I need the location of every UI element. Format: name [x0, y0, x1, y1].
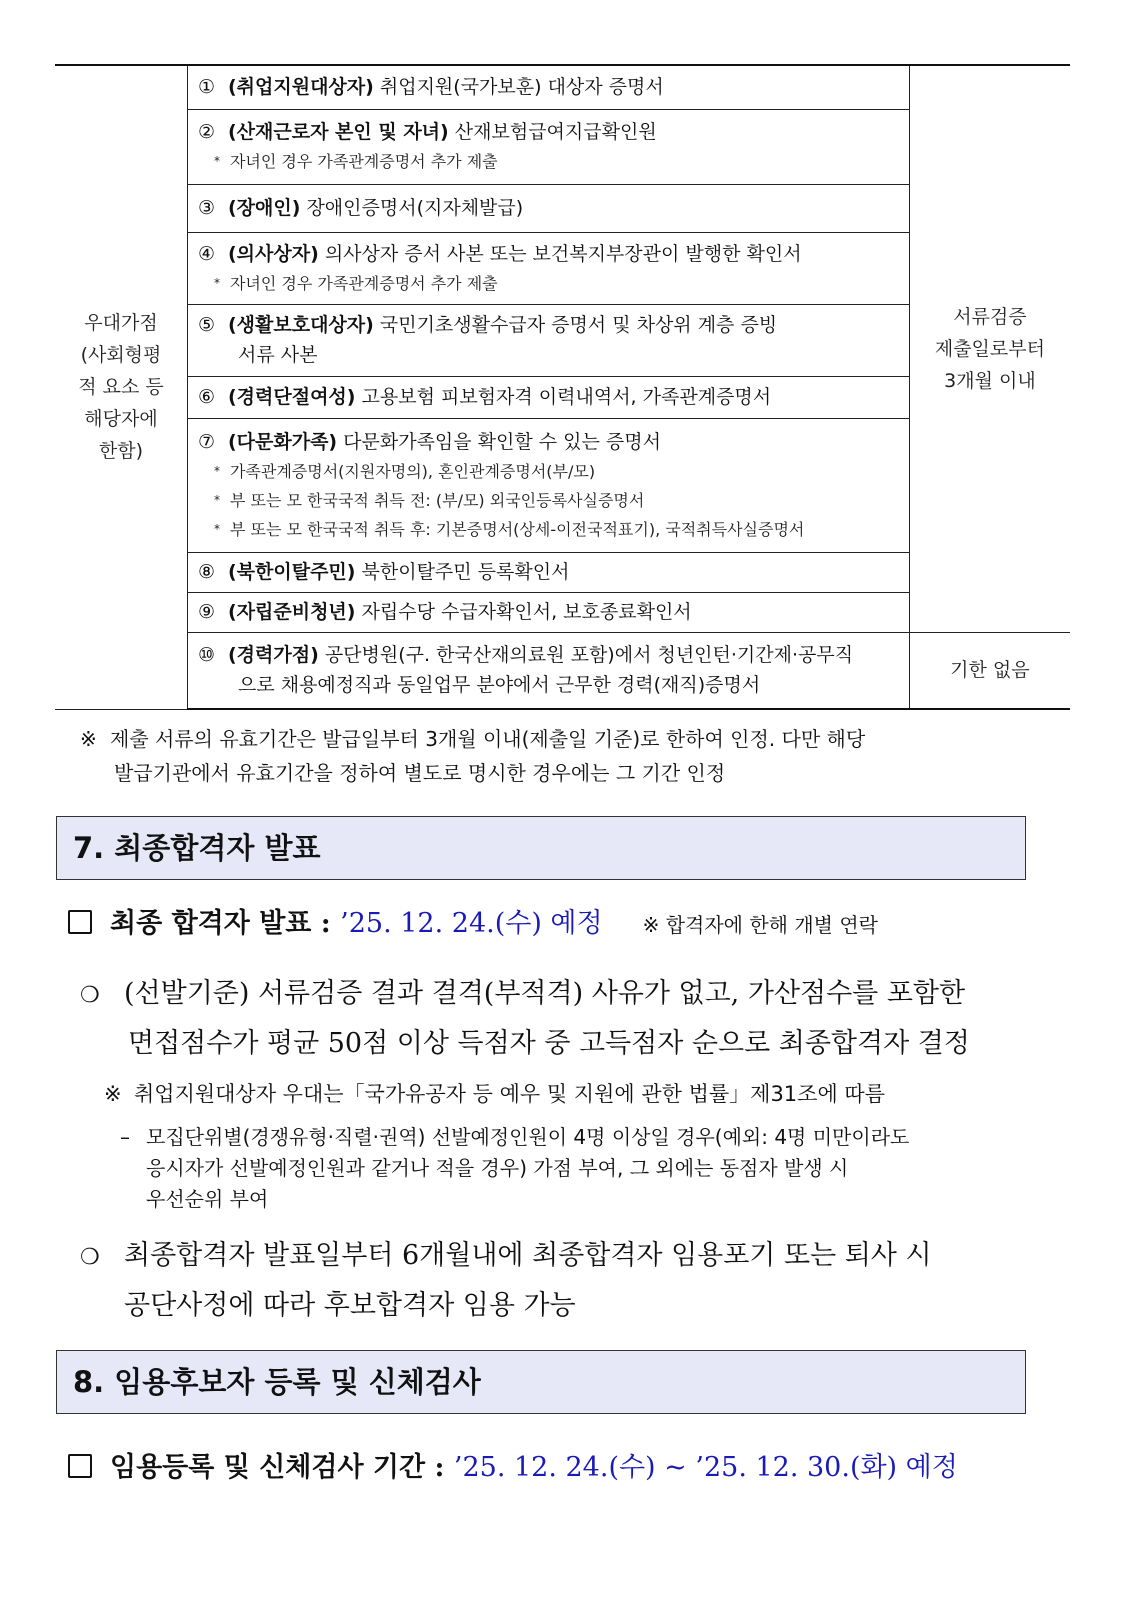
period-label: 임용등록 및 신체검사 기간 :: [110, 1452, 454, 1483]
row-number: ⑧: [197, 561, 216, 583]
validity-line: 제출일로부터: [934, 337, 1045, 360]
subnote-text: 가족관계증명서(지원자명의), 혼인관계증명서(부/모): [229, 461, 596, 481]
validity-note: [80, 722, 1030, 790]
category-line: (사회형평: [80, 344, 162, 367]
circle-bullet-icon: ❍: [80, 1245, 100, 1270]
note-mark: ※: [104, 1082, 122, 1106]
validity-line: 서류검증: [953, 305, 1027, 328]
law-note-text: 취업지원대상자 우대는「국가유공자 등 예우 및 지원에 관한 법률」제31조에 따름: [134, 1082, 885, 1106]
announcement-line: [68, 904, 878, 945]
row-continuation: 으로 채용예정직과 동일업무 분야에서 근무한 경력(재직)증명서: [237, 674, 761, 697]
star-marker: *: [213, 275, 220, 290]
validity-cell: [909, 65, 1070, 632]
row-category: (자립준비청년): [227, 601, 356, 623]
document-row: [187, 65, 909, 109]
checkbox-icon: [68, 910, 92, 934]
subnote-text: 자녀인 경우 가족관계증명서 추가 제출: [229, 273, 498, 293]
row-text: 다문화가족임을 확인할 수 있는 증명서: [343, 430, 661, 453]
announcement-note: ※ 합격자에 한해 개별 연락: [642, 913, 878, 937]
row-category: (경력가점): [227, 644, 319, 667]
row-category: (다문화가족): [227, 430, 338, 453]
row-subnote: [198, 486, 901, 515]
category-line: 해당자에: [84, 408, 158, 431]
row-number: ③: [197, 197, 216, 219]
document-row: [187, 376, 909, 418]
row-text: 북한이탈주민 등록확인서: [361, 561, 570, 583]
announcement-label: 최종 합격자 발표 :: [110, 908, 341, 939]
row-number: ⑥: [197, 386, 216, 408]
section-heading: 8. 임용후보자 등록 및 신체검사: [56, 1350, 1026, 1414]
note-text: 발급기관에서 유효기간을 정하여 별도로 명시한 경우에는 그 기간 인정: [114, 761, 726, 785]
row-category: (산재근로자 본인 및 자녀): [227, 121, 449, 143]
row-text: 취업지원(국가보훈) 대상자 증명서: [379, 76, 664, 99]
reserve-paragraph: [80, 1232, 1028, 1330]
row-text: 국민기초생활수급자 증명서 및 차상위 계층 증빙: [379, 314, 778, 336]
validity-line: 3개월 이내: [944, 369, 1036, 392]
row-text: 장애인증명서(지자체발급): [306, 197, 524, 219]
document-row: [187, 552, 909, 592]
category-line: 우대가점: [84, 312, 158, 335]
document-row: [187, 592, 909, 632]
row-continuation: 서류 사본: [237, 344, 318, 366]
criteria-text: 면접점수가 평균 50점 이상 득점자 중 고득점자 순으로 최종합격자 결정: [128, 1028, 970, 1059]
document-row: [187, 232, 909, 304]
criteria-paragraph: [80, 970, 1028, 1068]
section-heading: 7. 최종합격자 발표: [56, 816, 1026, 880]
row-subnote: [198, 457, 901, 486]
row-category: (북한이탈주민): [227, 561, 356, 583]
period-date: ’25. 12. 24.(수) ~ ’25. 12. 30.(화) 예정: [453, 1452, 958, 1483]
subnote-text: 자녀인 경우 가족관계증명서 추가 제출: [229, 152, 498, 171]
criteria-text: (선발기준) 서류검증 결과 결격(부적격) 사유가 없고, 가산점수를 포함한: [124, 978, 966, 1009]
category-line: 적 요소 등: [78, 376, 164, 399]
note-mark: ※: [80, 727, 97, 751]
reserve-text: 공단사정에 따라 후보합격자 임용 가능: [124, 1290, 576, 1321]
row-text: 산재보험급여지급확인원: [454, 121, 657, 143]
star-marker: *: [213, 492, 220, 507]
rule-text: 우선순위 부여: [146, 1187, 269, 1211]
validity-cell: 기한 없음: [909, 632, 1070, 709]
row-text: 고용보험 피보험자격 이력내역서, 가족관계증명서: [361, 386, 772, 408]
rule-text: 응시자가 선발예정인원과 같거나 적을 경우) 가점 부여, 그 외에는 동점자 발생 시: [146, 1156, 849, 1180]
row-number: ⑨: [197, 601, 216, 623]
reserve-text: 최종합격자 발표일부터 6개월내에 최종합격자 임용포기 또는 퇴사 시: [124, 1240, 932, 1271]
required-documents-table: [55, 64, 1070, 710]
note-text: 제출 서류의 유효기간은 발급일부터 3개월 이내(제출일 기준)로 한하여 인정. 다만 해당: [110, 727, 866, 751]
star-marker: *: [213, 463, 220, 478]
row-text: 공단병원(구. 한국산재의료원 포함)에서 청년인턴·기간제·공무직: [324, 644, 854, 667]
row-subnote: [198, 147, 901, 176]
star-marker: *: [213, 521, 220, 536]
document-row: [187, 184, 909, 232]
document-row: [187, 632, 909, 709]
document-row: [187, 304, 909, 376]
row-subnote: [198, 515, 901, 544]
subnote-text: 부 또는 모 한국국적 취득 전: (부/모) 외국인등록사실증명서: [229, 490, 645, 510]
subnote-text: 부 또는 모 한국국적 취득 후: 기본증명서(상세-이전국적표기), 국적취득사실증명서: [229, 519, 805, 539]
row-subnote: [198, 269, 901, 298]
rule-text: 모집단위별(경쟁유형·직렬·권역) 선발예정인원이 4명 이상일 경우(예외: 4명 미만이라도: [146, 1125, 910, 1149]
row-number: ⑤: [197, 314, 216, 336]
row-category: (취업지원대상자): [227, 76, 374, 99]
row-text: 의사상자 증서 사본 또는 보건복지부장관이 발행한 확인서: [324, 242, 802, 265]
document-row: [187, 109, 909, 184]
law-note: [104, 1077, 1030, 1111]
announcement-date: ’25. 12. 24.(수) 예정: [340, 908, 603, 939]
checkbox-icon: [68, 1454, 92, 1478]
row-number: ⑦: [197, 430, 216, 453]
document-row: [187, 418, 909, 552]
dash-marker: –: [120, 1125, 130, 1149]
circle-bullet-icon: ❍: [80, 983, 100, 1008]
row-number: ⑩: [197, 644, 216, 667]
row-number: ④: [197, 242, 216, 265]
row-number: ①: [197, 76, 216, 99]
row-category: (경력단절여성): [227, 386, 356, 408]
star-marker: *: [213, 154, 220, 168]
row-category: (장애인): [227, 197, 301, 219]
category-line: 한함): [98, 440, 144, 463]
row-number: ②: [197, 121, 216, 143]
row-category: (생활보호대상자): [227, 314, 374, 336]
row-category: (의사상자): [227, 242, 319, 265]
row-text: 자립수당 수급자확인서, 보호종료확인서: [361, 601, 692, 623]
bonus-rule: [120, 1122, 1030, 1215]
period-line: [68, 1448, 958, 1488]
category-cell: [55, 65, 187, 709]
